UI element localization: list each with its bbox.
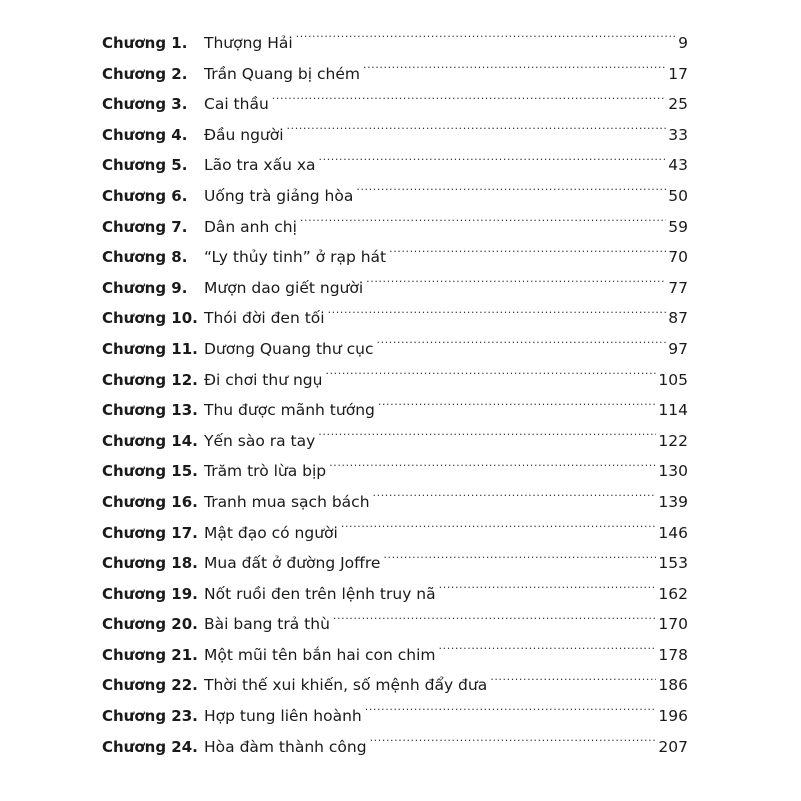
page-number: 59 xyxy=(668,217,688,236)
chapter-number: Chương 13. xyxy=(102,401,198,420)
dot-leader xyxy=(490,675,656,691)
chapter-title: Bài bang trả thù xyxy=(204,615,330,634)
chapter-title: Nốt ruồi đen trên lệnh truy nã xyxy=(204,584,436,603)
toc-entry xyxy=(102,640,688,671)
chapter-title: Hòa đàm thành công xyxy=(204,737,367,756)
toc-entry xyxy=(102,120,688,151)
page-number: 17 xyxy=(668,64,688,83)
page-number: 196 xyxy=(658,707,688,726)
chapter-number: Chương 15. xyxy=(102,462,198,481)
toc-entry xyxy=(102,273,688,304)
dot-leader xyxy=(363,63,666,79)
chapter-number: Chương 9. xyxy=(102,278,188,297)
page-number: 207 xyxy=(658,737,688,756)
dot-leader xyxy=(365,706,657,722)
chapter-title: Đầu người xyxy=(204,125,284,144)
page-number: 170 xyxy=(658,615,688,634)
chapter-number: Chương 3. xyxy=(102,95,188,114)
chapter-title: Hợp tung liên hoành xyxy=(204,707,362,726)
dot-leader xyxy=(370,736,657,752)
page-number: 139 xyxy=(658,492,688,511)
chapter-number: Chương 21. xyxy=(102,645,198,664)
chapter-number: Chương 14. xyxy=(102,431,198,450)
chapter-title: Dương Quang thư cục xyxy=(204,339,374,358)
dot-leader xyxy=(272,94,666,110)
dot-leader xyxy=(378,400,657,416)
dot-leader xyxy=(389,247,666,263)
toc-entry xyxy=(102,395,688,426)
chapter-title: Đi chơi thư ngụ xyxy=(204,370,323,389)
chapter-title: Thói đời đen tối xyxy=(204,309,325,328)
chapter-number: Chương 17. xyxy=(102,523,198,542)
chapter-title: Thượng Hải xyxy=(204,34,293,52)
chapter-title: Cai thầu xyxy=(204,95,269,114)
chapter-title: “Ly thủy tinh” ở rạp hát xyxy=(204,248,387,267)
page-number: 114 xyxy=(658,401,688,420)
chapter-title: Yến sào ra tay xyxy=(204,431,316,450)
toc-entry xyxy=(102,242,688,273)
toc-entry xyxy=(102,579,688,610)
chapter-title: Mượn dao giết người xyxy=(204,278,364,297)
chapter-number: Chương 20. xyxy=(102,615,198,634)
chapter-title: Lão tra xấu xa xyxy=(204,156,316,175)
chapter-number: Chương 6. xyxy=(102,186,188,205)
toc-entry xyxy=(102,670,688,701)
page-number: 97 xyxy=(668,339,688,358)
chapter-number: Chương 23. xyxy=(102,707,198,726)
chapter-title: Mật đạo có người xyxy=(204,523,338,542)
dot-leader xyxy=(439,583,657,599)
chapter-number: Chương 8. xyxy=(102,248,188,267)
toc-entry xyxy=(102,701,688,732)
toc-entry xyxy=(102,28,688,59)
toc-entry xyxy=(102,426,688,457)
page-number: 87 xyxy=(668,309,688,328)
dot-leader xyxy=(439,644,657,660)
chapter-title: Dân anh chị xyxy=(204,217,297,236)
dot-leader xyxy=(356,185,666,201)
page-number: 43 xyxy=(668,156,688,175)
dot-leader xyxy=(325,369,656,385)
page-number: 25 xyxy=(668,95,688,114)
page-number: 77 xyxy=(668,278,688,297)
chapter-number: Chương 24. xyxy=(102,737,198,756)
page-number: 162 xyxy=(658,584,688,603)
dot-leader xyxy=(328,308,667,324)
dot-leader xyxy=(300,216,666,232)
table-of-contents xyxy=(102,28,688,762)
dot-leader xyxy=(383,553,656,569)
toc-entry xyxy=(102,456,688,487)
dot-leader xyxy=(287,124,667,140)
toc-entry xyxy=(102,487,688,518)
dot-leader xyxy=(329,461,656,477)
chapter-number: Chương 19. xyxy=(102,584,198,603)
page-number: 130 xyxy=(658,462,688,481)
toc-entry xyxy=(102,59,688,90)
chapter-number: Chương 16. xyxy=(102,492,198,511)
chapter-title: Trăm trò lừa bịp xyxy=(204,462,327,481)
page-number: 105 xyxy=(658,370,688,389)
chapter-number: Chương 5. xyxy=(102,156,188,175)
chapter-number: Chương 10. xyxy=(102,309,198,328)
chapter-number: Chương 1. xyxy=(102,34,188,52)
toc-entry xyxy=(102,365,688,396)
toc-entry xyxy=(102,181,688,212)
toc-entry xyxy=(102,609,688,640)
chapter-number: Chương 2. xyxy=(102,64,188,83)
page-number: 153 xyxy=(658,554,688,573)
page-number: 70 xyxy=(668,248,688,267)
page-number: 146 xyxy=(658,523,688,542)
toc-entry xyxy=(102,89,688,120)
chapter-title: Mua đất ở đường Joffre xyxy=(204,554,381,573)
toc-entry xyxy=(102,150,688,181)
dot-leader xyxy=(376,338,666,354)
chapter-title: Trần Quang bị chém xyxy=(204,64,360,83)
chapter-number: Chương 22. xyxy=(102,676,198,695)
dot-leader xyxy=(366,277,666,293)
toc-entry xyxy=(102,212,688,243)
chapter-title: Tranh mua sạch bách xyxy=(204,492,370,511)
dot-leader xyxy=(296,33,676,49)
dot-leader xyxy=(341,522,657,538)
page-number: 186 xyxy=(658,676,688,695)
dot-leader xyxy=(318,430,656,446)
dot-leader xyxy=(319,155,667,171)
toc-entry xyxy=(102,518,688,549)
dot-leader xyxy=(373,491,657,507)
chapter-title: Một mũi tên bắn hai con chim xyxy=(204,645,436,664)
dot-leader xyxy=(333,614,657,630)
chapter-title: Thời thế xui khiến, số mệnh đẩy đưa xyxy=(204,676,488,695)
chapter-number: Chương 11. xyxy=(102,339,198,358)
chapter-number: Chương 12. xyxy=(102,370,198,389)
page-number: 9 xyxy=(678,34,688,52)
toc-entry xyxy=(102,732,688,763)
toc-entry xyxy=(102,303,688,334)
page-number: 122 xyxy=(658,431,688,450)
toc-entry xyxy=(102,548,688,579)
page-number: 50 xyxy=(668,186,688,205)
chapter-number: Chương 7. xyxy=(102,217,188,236)
chapter-number: Chương 4. xyxy=(102,125,188,144)
page-number: 178 xyxy=(658,645,688,664)
chapter-title: Uống trà giảng hòa xyxy=(204,186,354,205)
toc-entry xyxy=(102,334,688,365)
page-number: 33 xyxy=(668,125,688,144)
chapter-number: Chương 18. xyxy=(102,554,198,573)
chapter-title: Thu được mãnh tướng xyxy=(204,401,375,420)
